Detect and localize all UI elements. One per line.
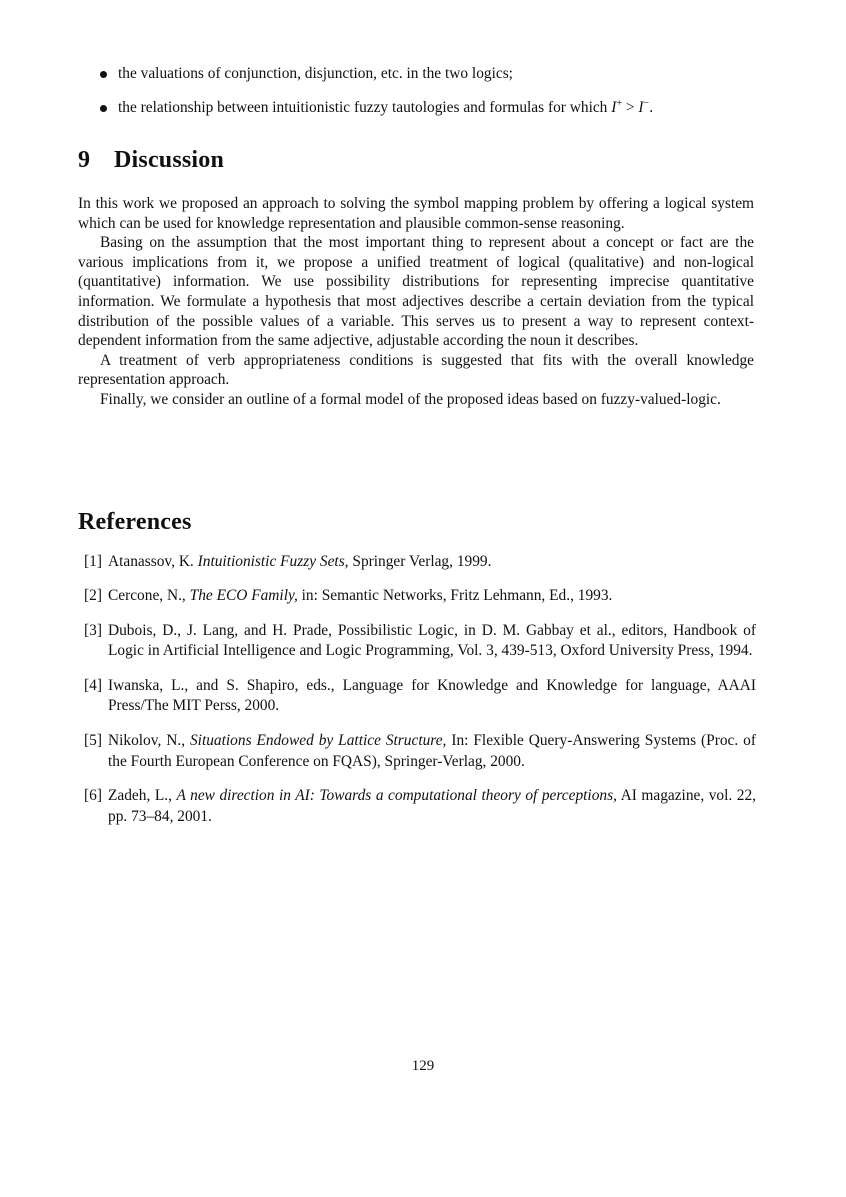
reference-text: in: Semantic Networks, Fritz Lehmann, Ed., 1993. xyxy=(297,587,613,605)
reference-title: Intuitionistic Fuzzy Sets, xyxy=(197,553,349,570)
bullet-text: the relationship between intuitionistic fuzzy tautologies and formulas for which xyxy=(118,99,612,116)
section-heading-references xyxy=(78,509,192,536)
bullet-list xyxy=(100,64,760,132)
reference-number: [6] xyxy=(84,786,102,804)
reference-list xyxy=(84,552,756,841)
reference-text: In: Flexible Query-Answering Systems (Proc. of the Fourth European Conference on FQAS), Springer-Verlag, 2000. xyxy=(108,731,756,770)
math-symbol: I xyxy=(611,99,617,116)
reference-text: AI magazine, vol. 22, pp. 73–84, 2001. xyxy=(108,786,757,825)
reference-item xyxy=(84,786,756,828)
page-number: 129 xyxy=(411,1058,435,1074)
math-operator: > xyxy=(622,99,639,116)
reference-number: [1] xyxy=(84,553,102,570)
reference-text: Zadeh, L., xyxy=(108,786,177,804)
reference-title: Situations Endowed by Lattice Structure, xyxy=(189,731,447,749)
section-number: 9 xyxy=(78,147,91,173)
section-heading-discussion xyxy=(78,147,224,174)
bullet-dot-icon xyxy=(100,71,107,78)
reference-title: A new direction in AI: Towards a computational theory of perceptions, xyxy=(176,786,617,804)
bullet-text-end: . xyxy=(649,99,654,116)
paragraph: Basing on the assumption that the most important thing to represent about a concept or fact are the various implications from it, we propose a unified treatment of logical (qualitative) and non-logical (quantitative) information. We use possibility distributions for representing imprecise quantitative information. We formulate a hypothesis that most adjectives describe a certain deviation from the typical distribution of the possible values of a variable. This serves us to present a way to represent context-dependent information from the same adjective, adjustable according the noun it describes. xyxy=(78,234,754,350)
paragraph: In this work we proposed an approach to solving the symbol mapping problem by offering a logical system which can be used for knowledge representation and plausible common-sense reasoning. xyxy=(78,195,754,232)
math-i-minus xyxy=(638,99,649,116)
reference-text: Cercone, N., xyxy=(108,587,190,605)
math-superscript: − xyxy=(643,98,650,109)
section-title: Discussion xyxy=(114,147,225,173)
math-symbol: I xyxy=(638,99,644,116)
reference-text: Atanassov, K. xyxy=(108,553,198,570)
paragraph: A treatment of verb appropriateness conditions is suggested that fits with the overall knowledge representation approach. xyxy=(78,351,754,389)
bullet-item xyxy=(100,64,760,98)
bullet-dot-icon xyxy=(100,105,107,112)
section-title: References xyxy=(78,509,192,535)
reference-number: [2] xyxy=(84,587,102,605)
reference-number: [3] xyxy=(84,621,102,639)
math-i-plus xyxy=(611,99,622,116)
reference-item xyxy=(84,586,756,607)
reference-number: [4] xyxy=(84,676,102,694)
reference-item xyxy=(84,731,756,773)
discussion-body xyxy=(78,194,754,410)
reference-text: Iwanska, L., and S. Shapiro, eds., Language for Knowledge and Knowledge for language, AAAI Press/The MIT Perss, 2000. xyxy=(108,676,756,715)
math-superscript: + xyxy=(616,98,623,109)
reference-text: Nikolov, N., xyxy=(108,731,190,749)
reference-text: Dubois, D., J. Lang, and H. Prade, Possibilistic Logic, in D. M. Gabbay et al., editors, Handbook of Logic in Artificial Intelligence and Logic Programming, Vol. 3, 439-513, Oxford University Press, 1994. xyxy=(108,621,756,660)
reference-text: Springer Verlag, 1999. xyxy=(348,553,492,570)
bullet-text: the valuations of conjunction, disjunction, etc. in the two logics; xyxy=(118,65,513,82)
reference-title: The ECO Family, xyxy=(189,587,298,605)
bullet-item xyxy=(100,98,760,132)
paragraph: Finally, we consider an outline of a formal model of the proposed ideas based on fuzzy-valued-logic. xyxy=(100,390,721,408)
reference-item xyxy=(84,552,756,573)
reference-item xyxy=(84,621,756,663)
reference-number: [5] xyxy=(84,731,102,749)
reference-item xyxy=(84,676,756,718)
